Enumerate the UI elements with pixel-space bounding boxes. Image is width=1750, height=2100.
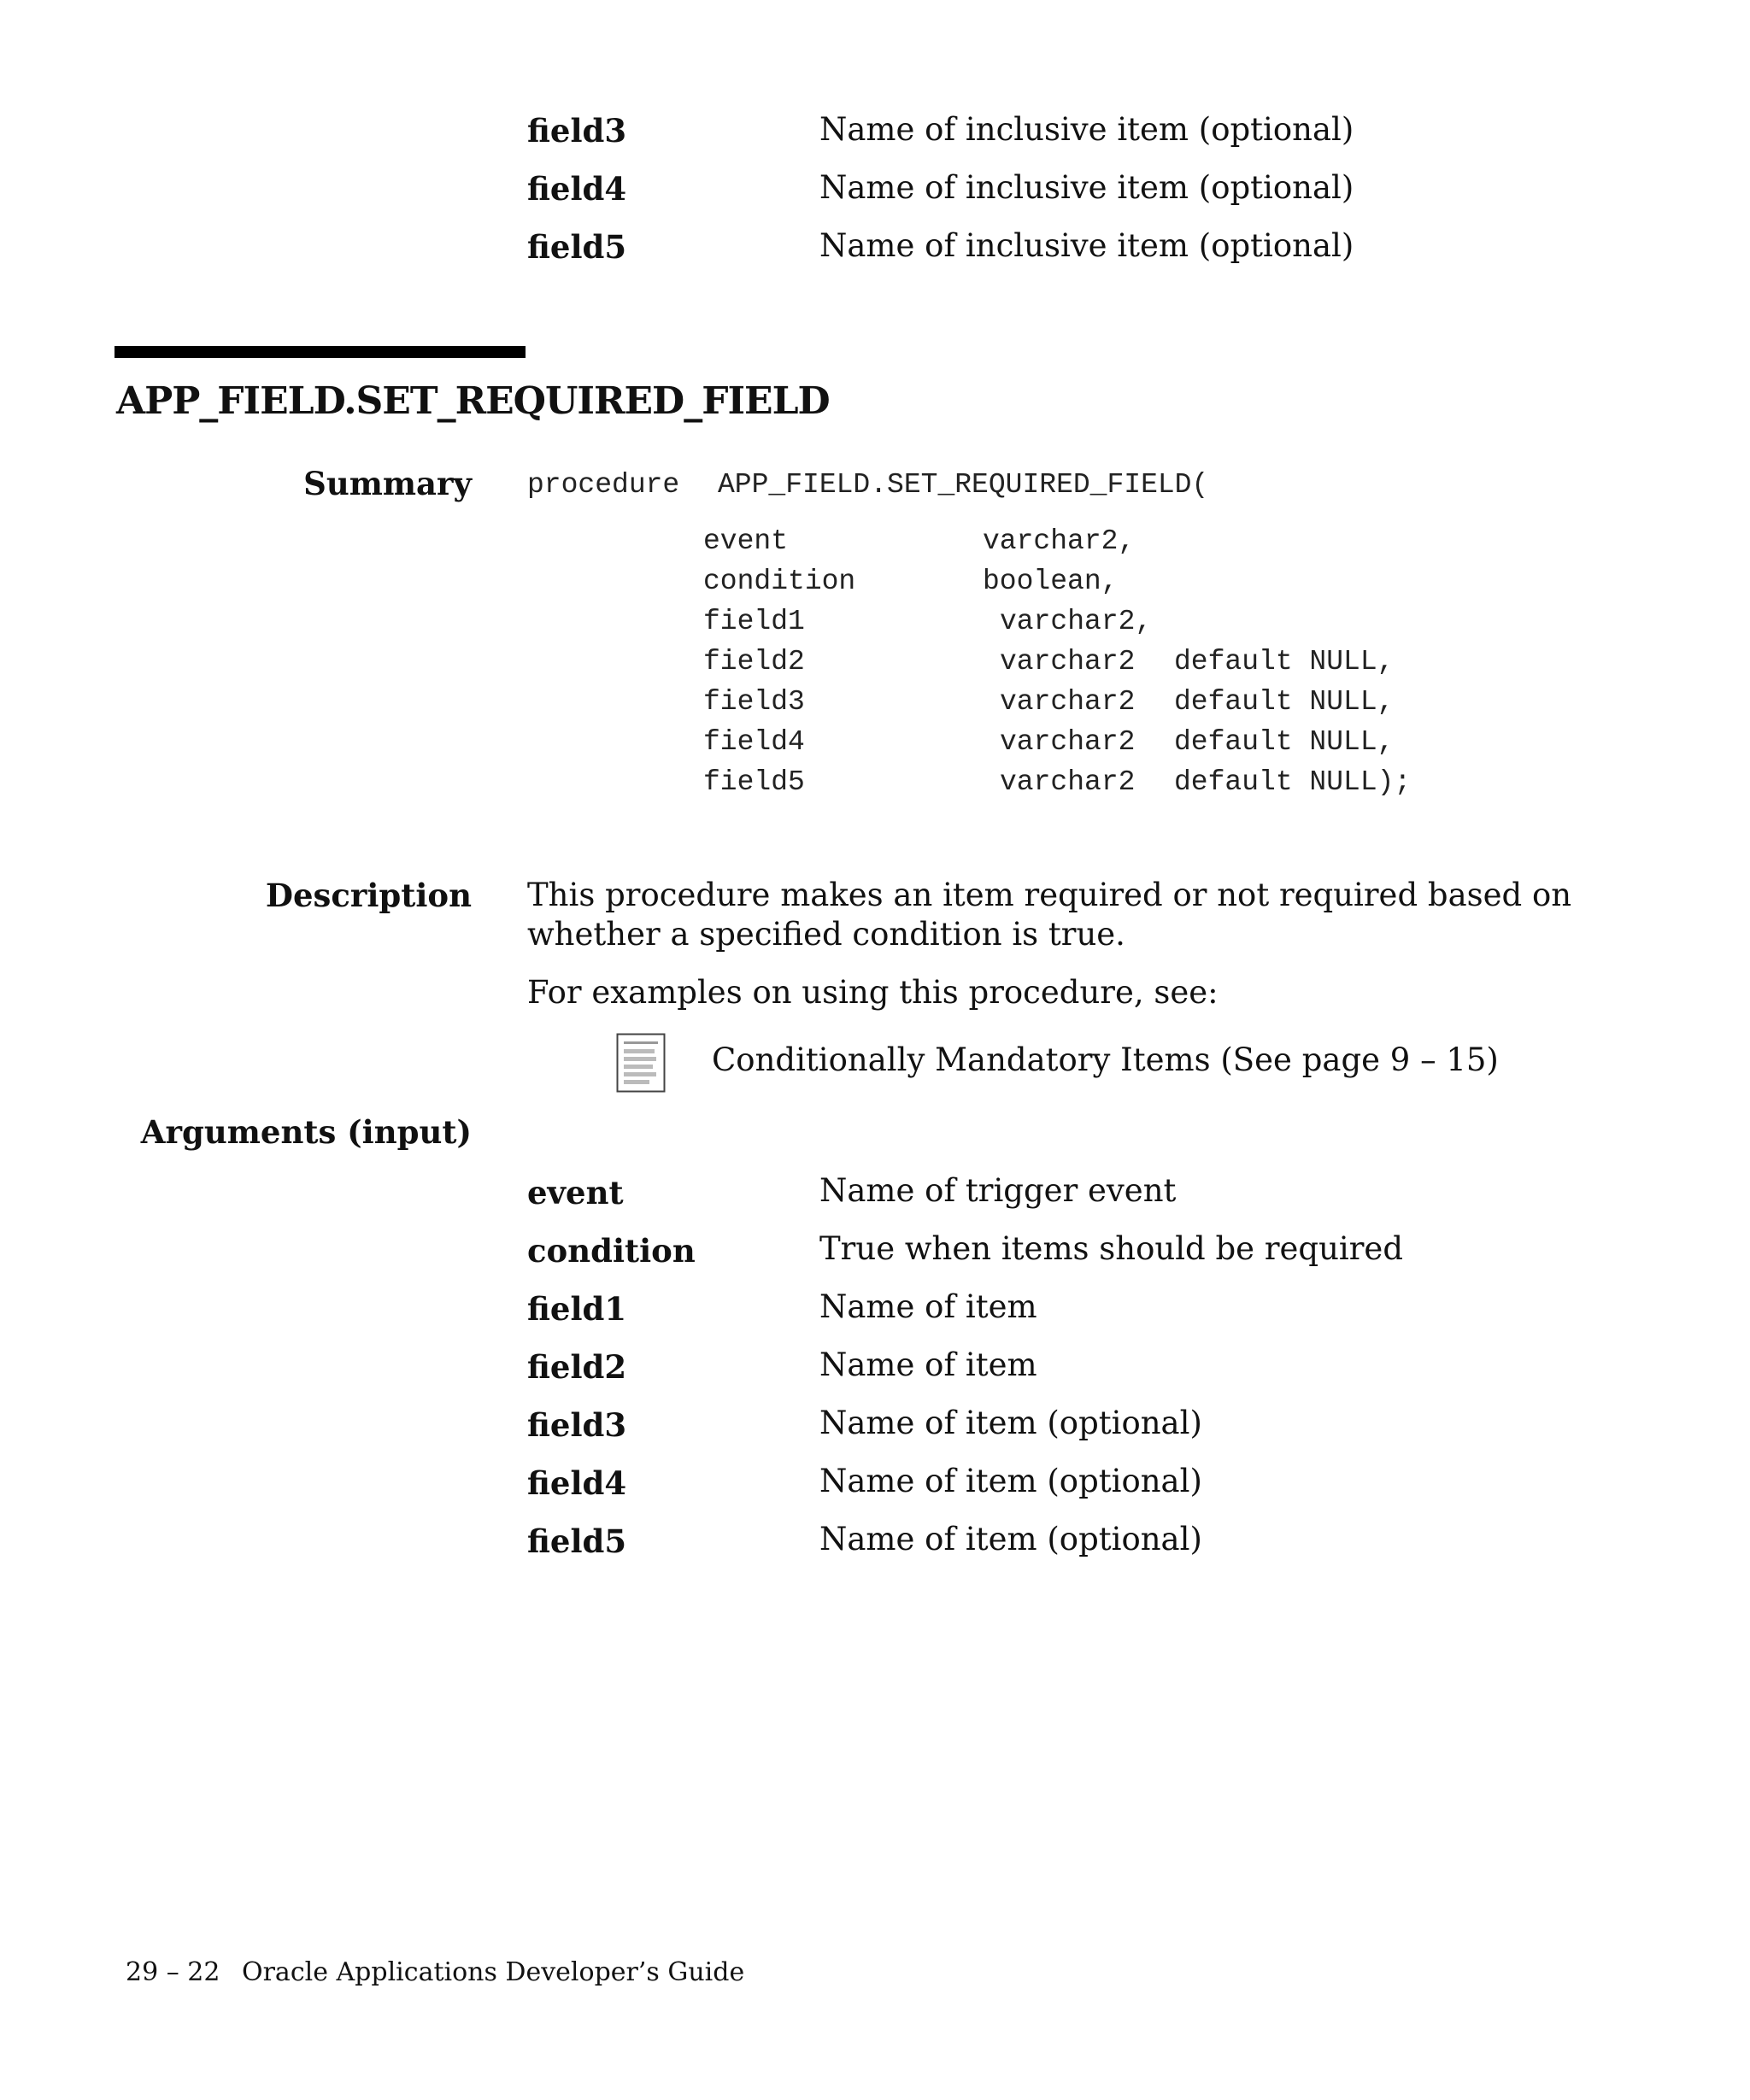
- top-arg-name: field5: [527, 228, 627, 266]
- arguments-label: Arguments (input): [140, 1113, 472, 1151]
- top-arg-name: field4: [527, 170, 627, 208]
- argument-name: field4: [527, 1464, 627, 1502]
- param-default: default NULL);: [1174, 766, 1412, 798]
- param-name: event: [703, 525, 789, 557]
- examples-intro: For examples on using this procedure, see:: [527, 974, 1219, 1011]
- code-signature: APP_FIELD.SET_REQUIRED_FIELD(: [718, 469, 1209, 501]
- param-default: default NULL,: [1174, 686, 1395, 718]
- section-rule: [115, 346, 526, 358]
- argument-name: condition: [527, 1232, 696, 1270]
- param-name: field4: [703, 726, 805, 758]
- param-type: varchar2,: [1000, 606, 1153, 637]
- code-keyword: procedure: [527, 469, 680, 501]
- param-name: field3: [703, 686, 805, 718]
- top-arg-name: field3: [527, 112, 627, 150]
- param-type: varchar2: [1000, 726, 1136, 758]
- argument-desc: Name of item: [819, 1288, 1037, 1325]
- argument-desc: Name of item (optional): [819, 1463, 1202, 1499]
- section-title: APP_FIELD.SET_REQUIRED_FIELD: [116, 379, 830, 423]
- param-name: field2: [703, 646, 805, 678]
- param-type: varchar2,: [983, 525, 1136, 557]
- description-label: Description: [265, 877, 472, 914]
- argument-desc: Name of item: [819, 1346, 1037, 1383]
- argument-name: event: [527, 1174, 624, 1211]
- param-type: varchar2: [1000, 686, 1136, 718]
- param-type: varchar2: [1000, 646, 1136, 678]
- argument-desc: True when items should be required: [819, 1230, 1404, 1267]
- param-default: default NULL,: [1174, 726, 1395, 758]
- param-name: condition: [703, 566, 856, 597]
- argument-name: field2: [527, 1348, 627, 1386]
- description-line: This procedure makes an item required or not required based on: [527, 877, 1572, 913]
- cross-reference-link[interactable]: Conditionally Mandatory Items (See page 9 – 15): [712, 1041, 1499, 1078]
- argument-desc: Name of item (optional): [819, 1521, 1202, 1557]
- top-arg-desc: Name of inclusive item (optional): [819, 111, 1354, 148]
- argument-name: field1: [527, 1290, 627, 1328]
- argument-desc: Name of item (optional): [819, 1405, 1202, 1441]
- page-number: 29 – 22: [126, 1957, 220, 1987]
- argument-name: field3: [527, 1406, 627, 1444]
- param-name: field1: [703, 606, 805, 637]
- param-type: boolean,: [983, 566, 1119, 597]
- param-name: field5: [703, 766, 805, 798]
- document-icon[interactable]: [616, 1033, 666, 1093]
- argument-desc: Name of trigger event: [819, 1172, 1177, 1209]
- top-arg-desc: Name of inclusive item (optional): [819, 227, 1354, 264]
- argument-name: field5: [527, 1522, 627, 1560]
- description-line: whether a specified condition is true.: [527, 916, 1125, 953]
- param-default: default NULL,: [1174, 646, 1395, 678]
- top-arg-desc: Name of inclusive item (optional): [819, 169, 1354, 206]
- summary-label: Summary: [303, 465, 472, 502]
- book-title: Oracle Applications Developer’s Guide: [242, 1957, 745, 1987]
- param-type: varchar2: [1000, 766, 1136, 798]
